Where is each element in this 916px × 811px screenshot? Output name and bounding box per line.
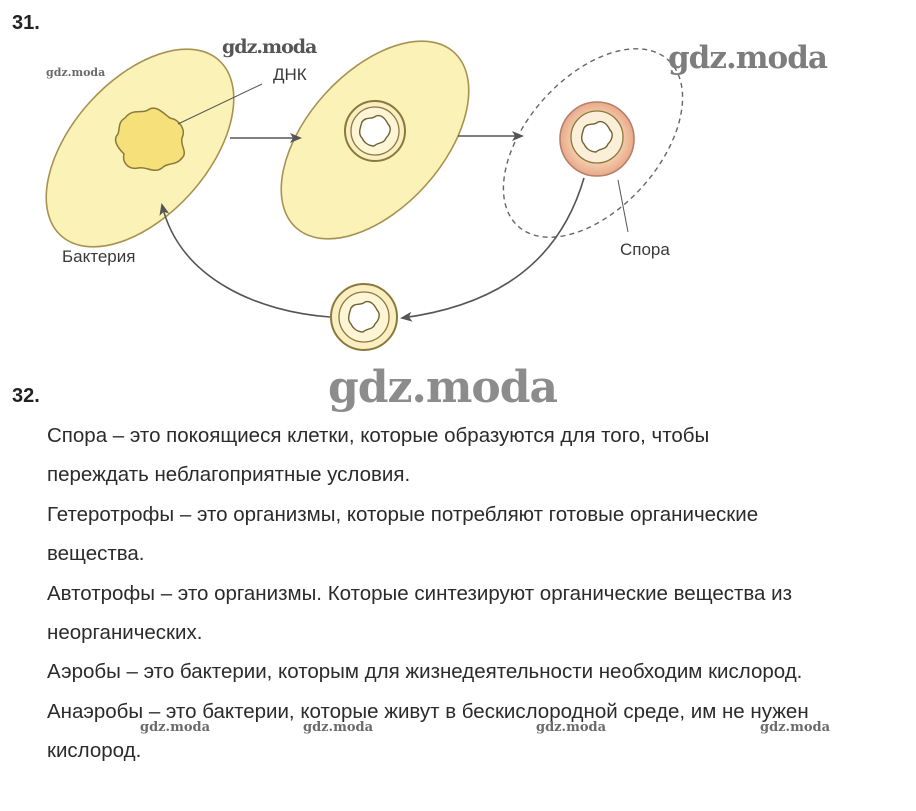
definition-line: переждать неблагоприятные условия.	[47, 463, 411, 486]
free-spore	[331, 284, 397, 350]
task-31-number: 31.	[12, 12, 40, 34]
watermark-bottom-2: gdz.moda	[303, 720, 374, 735]
definition-line: Спора – это покоящиеся клетки, которые образуются для того, чтобы	[47, 424, 710, 447]
definition-aerobes	[47, 652, 907, 691]
watermark-middle: gdz.moda	[328, 362, 558, 413]
watermark-top-left: gdz.moda	[46, 66, 106, 79]
watermark-bottom-1: gdz.moda	[140, 720, 211, 735]
task-32-number: 32.	[12, 385, 40, 407]
watermark-bottom-3: gdz.moda	[536, 720, 607, 735]
definition-heterotrophs	[47, 495, 907, 573]
definition-line: Автотрофы – это организмы. Которые синтезируют органические вещества из	[47, 582, 792, 605]
definition-line: кислород.	[47, 739, 142, 762]
definition-autotrophs	[47, 574, 907, 652]
arrow-spore-to-free-spore	[402, 178, 584, 318]
spore-label: Спора	[620, 240, 670, 259]
bacterium-label: Бактерия	[62, 247, 136, 266]
definition-line: Аэробы – это бактерии, которым для жизнедеятельности необходим кислород.	[47, 660, 803, 683]
definition-line: вещества.	[47, 542, 145, 565]
spore-pointer-line	[618, 180, 628, 232]
watermark-top-right: gdz.moda	[668, 40, 827, 76]
definition-line: Анаэробы – это бактерии, которые живут в бескислородной среде, им не нужен	[47, 700, 809, 723]
dna-label: ДНК	[273, 65, 307, 84]
definition-line: Гетеротрофы – это организмы, которые потребляют готовые органические	[47, 503, 759, 526]
watermark-bottom-4: gdz.moda	[760, 720, 831, 735]
watermark-top-center: gdz.moda	[222, 36, 317, 58]
definition-line: неорганических.	[47, 621, 203, 644]
definition-spore	[47, 416, 907, 494]
